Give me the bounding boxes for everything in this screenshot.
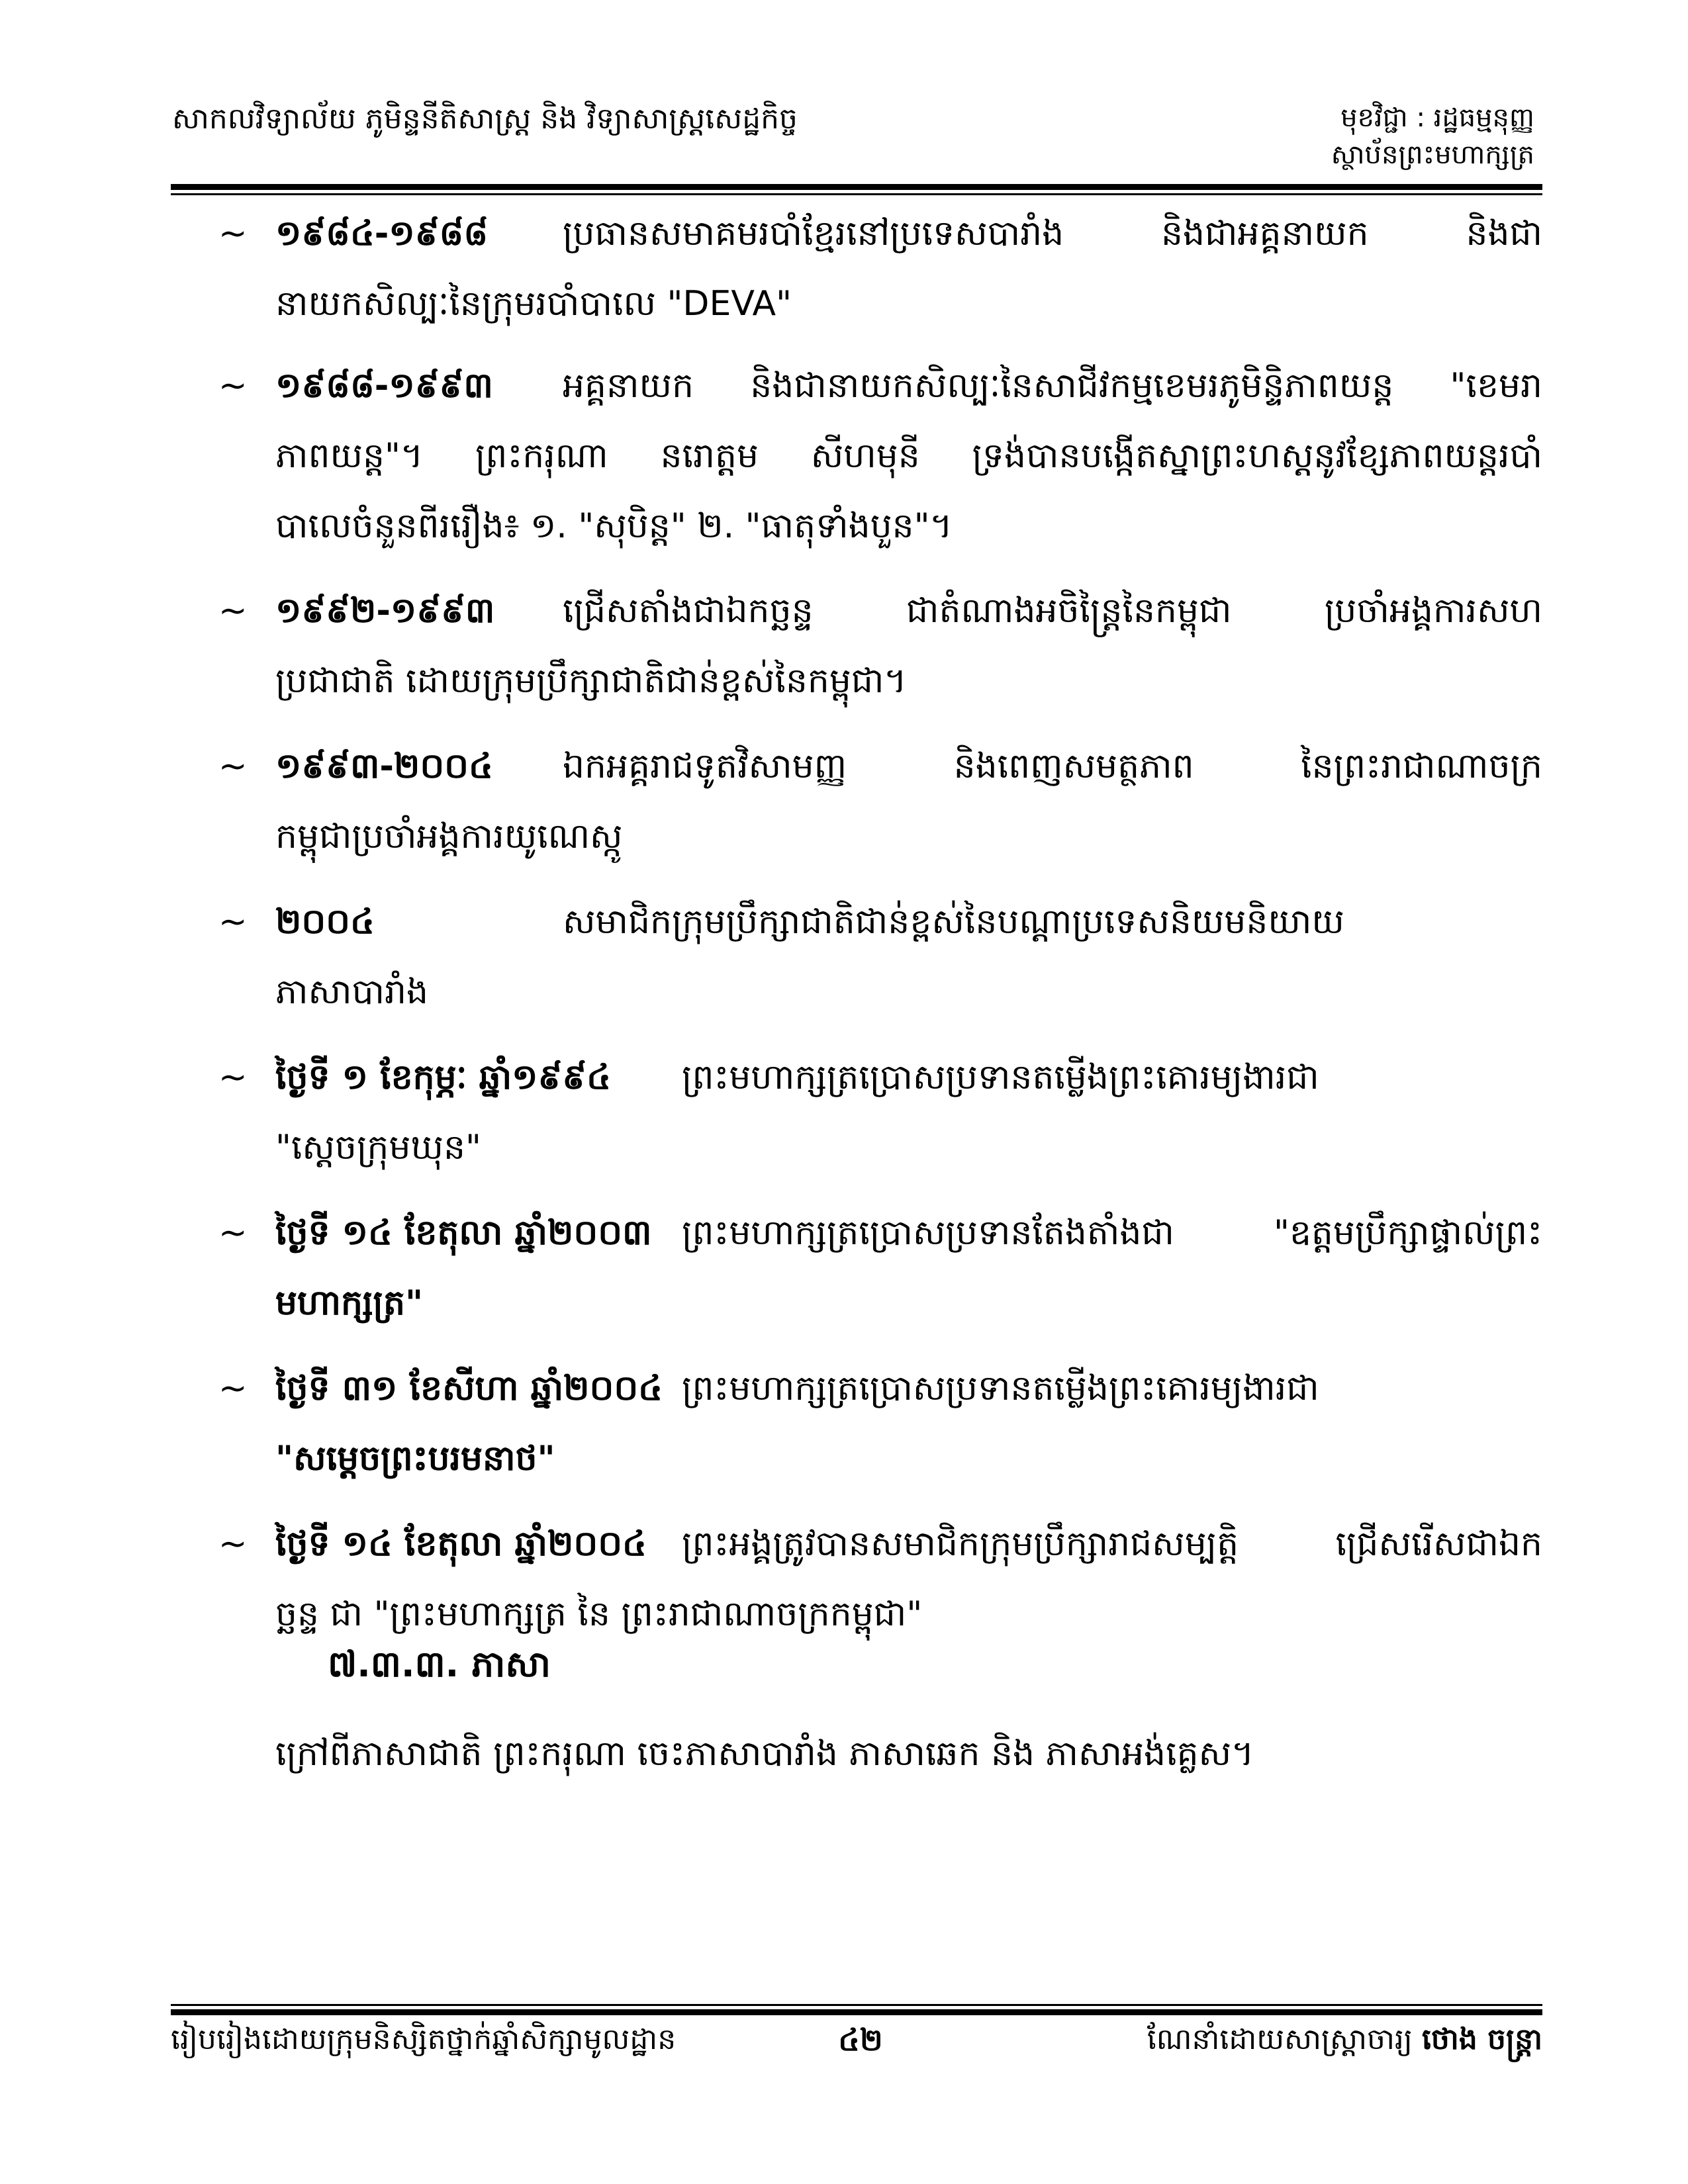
bullet-tilde: ~ [218, 1524, 248, 1564]
timeline-entry [218, 1042, 1542, 1183]
timeline-entry [218, 887, 1542, 1027]
bullet-tilde: ~ [218, 747, 248, 786]
bullet-tilde: ~ [218, 1369, 248, 1408]
entry-date: ២០០៤ [275, 902, 375, 942]
footer-rule-thin [171, 2004, 1542, 2006]
section-body: ក្រៅពីភាសាជាតិ ព្រះករុណា ចេះភាសាបារាំង ភាសាឆេក និង ភាសាអង់គ្លេស។ [275, 1734, 1254, 1774]
bullet-tilde: ~ [218, 591, 248, 631]
entry-text-line: កម្ពុជាប្រចាំអង្គការយូណេស្កូ [275, 817, 623, 856]
footer-guided-by-label: ណែនាំដោយសាស្ត្រាចារ្យ [1147, 2023, 1413, 2056]
page-number: ៤២ [838, 2022, 883, 2058]
entry-text-line: នាយកសិល្បៈនៃក្រុមរបាំបាលេ "DEVA" [275, 284, 792, 324]
entry-text-line: ភាសាបារាំង [275, 972, 429, 1012]
footer-guided-by [1147, 2020, 1542, 2060]
entry-date: ថ្ងៃទី ១ ខែកុម្ភៈ ឆ្នាំ១៩៩៤ [275, 1058, 611, 1097]
bullet-tilde: ~ [218, 214, 248, 253]
header-subject: មុខវិជ្ជា : រដ្ឋធម្មនុញ្ញ [1340, 103, 1534, 133]
bullet-tilde: ~ [218, 1058, 248, 1097]
bullet-tilde: ~ [218, 902, 248, 942]
entry-text-first-line: ប្រធានសមាគមរបាំខ្មែរនៅប្រទេសបារាំង និងជាអគ្គនាយក និងជា [563, 214, 1542, 253]
footer-prepared-by: រៀបរៀងដោយក្រុមនិស្សិតថ្នាក់ឆ្នាំសិក្សាមូលដ្ឋាន [171, 2023, 677, 2056]
section-heading: ៧.៣.៣. ភាសា [328, 1643, 551, 1685]
entry-date: ១៩៨៨-១៩៩៣ [275, 366, 493, 406]
entry-date: ថ្ងៃទី ១៤ ខែតុលា ឆ្នាំ២០០៣ [275, 1213, 652, 1253]
footer-professor-name: ថោង ចន្ត្រា [1421, 2023, 1542, 2056]
bullet-tilde: ~ [218, 1213, 248, 1253]
header-rule-thick [171, 184, 1542, 190]
bullet-tilde: ~ [218, 366, 248, 406]
timeline-entry [218, 1509, 1542, 1649]
entry-text-first-line: ជ្រើសតាំងជាឯកច្ឆន្ទ ជាតំណាងអចិន្ត្រៃនៃកម្ពុជា ប្រចាំអង្គការសហ [563, 591, 1542, 631]
entry-text-line: ប្រជាជាតិ ដោយក្រុមប្រឹក្សាជាតិជាន់ខ្ពស់នៃកម្ពុជា។ [275, 661, 907, 701]
entry-date: ១៩៩២-១៩៩៣ [275, 591, 495, 631]
entry-text-part: ព្រះមហាក្សត្រប្រោសប្រទានតែងតាំងជា "ឧត្តមប្រឹក្សាផ្ទាល់ព្រះ [682, 1213, 1542, 1253]
entry-text-line: បាលេចំនួនពីររឿង៖ ១. "សុបិន្ត" ២. "ធាតុទាំងបួន"។ [275, 506, 953, 546]
timeline-entry [218, 576, 1542, 716]
header-course [939, 99, 1534, 173]
entry-text-line: មហាក្សត្រ" [275, 1283, 424, 1323]
entry-text-first-line: ព្រះមហាក្សត្រប្រោសប្រទានតម្លើងព្រះគោរម្យងារជា [682, 1058, 1319, 1097]
header-university: សាកលវិទ្យាល័យ ភូមិន្ទនីតិសាស្ត្រ និង វិទ្យាសាស្ត្រសេដ្ឋកិច្ច [172, 102, 798, 136]
entry-date: ១៩៩៣-២០០៤ [275, 747, 493, 786]
entry-text-first-line: ព្រះអង្គត្រូវបានសមាជិកក្រុមប្រឹក្សារាជសម្បត្តិ ជ្រើសរើសជាឯក [682, 1524, 1542, 1564]
entry-text-first-line: ព្រះមហាក្សត្រប្រោសប្រទានតម្លើងព្រះគោរម្យងារជា [682, 1369, 1319, 1408]
timeline-entry [218, 1198, 1542, 1338]
timeline-entry [218, 731, 1542, 872]
entry-text-line: "ស្តេចក្រុមឃុន" [275, 1128, 481, 1167]
entry-text-line: ភាពយន្ត"។ ព្រះករុណា នរោត្តម សីហមុនី ទ្រង់បានបង្កើតស្នាព្រះហស្តនូវខ្សែភាពយន្តរបាំ [275, 436, 1542, 476]
timeline-entry [218, 199, 1542, 339]
footer-rule-thick [171, 2009, 1542, 2015]
entry-text-first-line: អគ្គនាយក និងជានាយកសិល្បៈនៃសាជីវកម្មខេមរភូមិន្ទិភាពយន្ត "ខេមរា [563, 366, 1542, 406]
entry-text-first-line: សមាជិកក្រុមប្រឹក្សាជាតិជាន់ខ្ពស់នៃបណ្តាប្រទេសនិយមនិយាយ [563, 902, 1344, 942]
entry-text-first-line: ឯកអគ្គរាជទូតវិសាមញ្ញ និងពេញសមត្ថភាព នៃព្រះរាជាណាចក្រ [563, 747, 1542, 786]
timeline-entry [218, 1353, 1542, 1494]
header-rule-thin [171, 193, 1542, 195]
entry-text-line: "សម្តេចព្រះបរមនាថ" [275, 1439, 555, 1479]
entry-date: ថ្ងៃទី ១៤ ខែតុលា ឆ្នាំ២០០៤ [275, 1524, 647, 1564]
entry-date: ថ្ងៃទី ៣១ ខែសីហា ឆ្នាំ២០០៤ [275, 1369, 663, 1408]
entry-text-line: ច្ឆន្ទ ជា "ព្រះមហាក្សត្រ នៃ ព្រះរាជាណាចក្រកម្ពុជា" [275, 1594, 923, 1634]
header-chapter: ស្ថាប័នព្រះមហាក្សត្រ [1331, 140, 1534, 170]
entry-date: ១៩៨៤-១៩៨៨ [275, 214, 489, 253]
entry-text-first-line [682, 1198, 1542, 1268]
timeline-entry [218, 351, 1542, 561]
